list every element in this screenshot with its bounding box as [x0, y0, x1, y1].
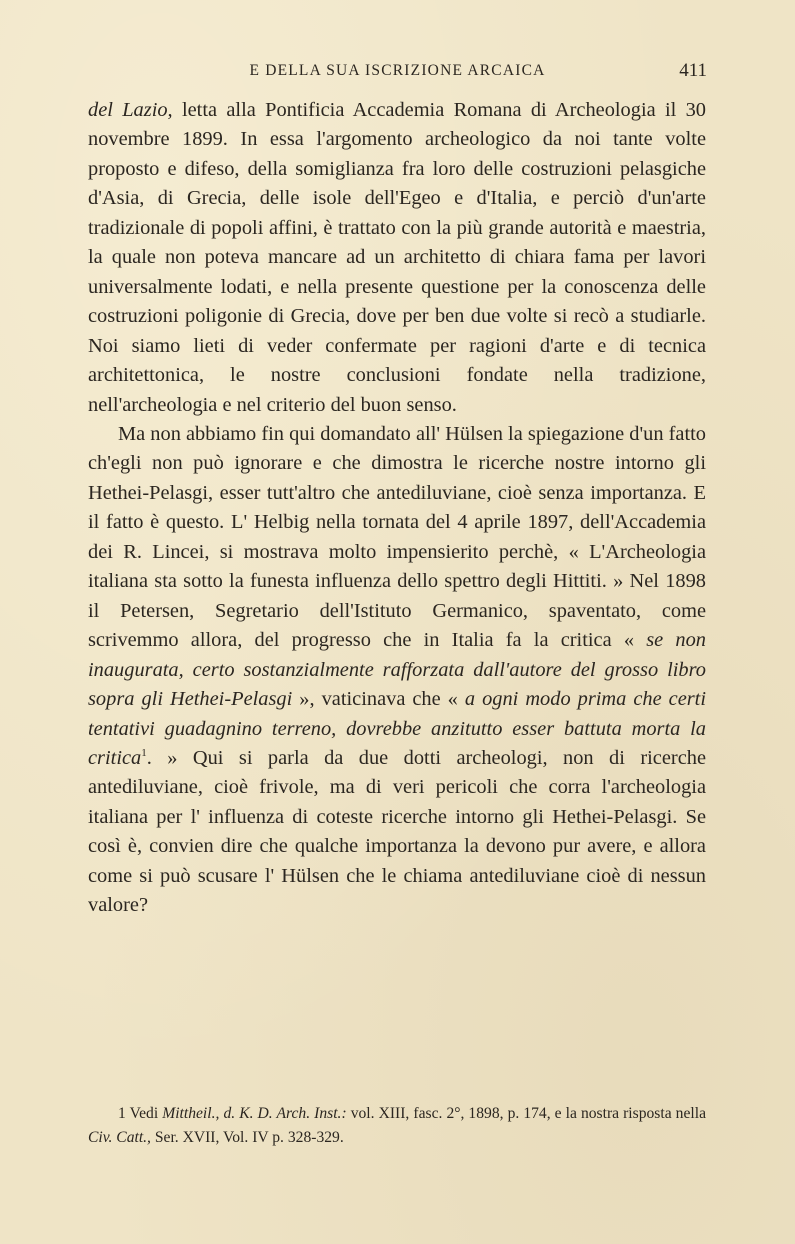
paragraph-1-text: letta alla Pontificia Accademia Romana di Archeologia il 30 novembre 1899. In essa l'argomento archeologico da noi tante volte proposto e difeso, della somiglianza fra loro delle costruzioni pelasgiche d'Asia, di Grecia, delle isole dell'Egeo e d'Italia, e perciò d'un'arte tradizionale di popoli affini, è trattato con la più grande autorità e maestria, la quale non poteva mancare ad un architetto di chiara fama per lavori universalmente lodati, e nella presente questione per la conoscenza delle costruzioni poligonie di Grecia, dove per ben due volte si recò a studiarle. Noi siamo lieti di veder confermate per ragioni d'arte e di tecnica architettonica, le nostre conclusioni fondate nella tradizione, nell'archeologia e nel criterio del buon senso. [88, 99, 707, 416]
main-text [88, 96, 706, 921]
paragraph-2-quote-1: se non inaugurata, certo sostanzialmente rafforzata dall'autore del grosso libro sopra gli Hethei-Pelasgi [88, 629, 706, 711]
footnote-marker: 1 [141, 747, 147, 760]
paragraph-2 [88, 420, 706, 921]
paragraph-2-text-c: . » Qui si parla da due dotti archeologi, non di ricerche antediluviane, cioè frivole, ma di veri pericoli che corra l'archeologia italiana per l' influenza di coteste ricerche intorno gli Hethei-Pelasgi. Se così è, convien dire che qualche importanza la devono pur avere, e allora come si può scusare l' Hülsen che le chiama antediluviane cioè di nessun valore? [88, 746, 706, 917]
paragraph-2-quote-2: a ogni modo prima che certi tentativi guadagnino terreno, dovrebbe anzitutto esser battuta morta la critica [88, 688, 707, 769]
footnote-text-b: Ser. XVII, Vol. IV p. 328-329. [150, 1129, 344, 1146]
page-number: 411 [679, 60, 707, 81]
paragraph-1-italic-lead: del Lazio, [88, 99, 173, 121]
footnote-source-2: Civ. Catt., [88, 1129, 151, 1146]
footnote-text-a: vol. XIII, fasc. 2°, 1898, p. 174, e la nostra risposta nella [346, 1105, 706, 1122]
running-title: E DELLA SUA ISCRIZIONE ARCAICA [249, 62, 546, 79]
footnote-text [88, 1102, 706, 1150]
footnote-lead: 1 Vedi [118, 1105, 163, 1122]
running-header [88, 62, 707, 88]
paragraph-2-text-b: », vaticinava che « [292, 688, 465, 711]
footnote [88, 1102, 706, 1150]
footnote-source-1: Mittheil., d. K. D. Arch. Inst.: [162, 1105, 347, 1122]
paragraph-1 [88, 96, 706, 420]
paragraph-2-text-a: Ma non abbiamo fin qui domandato all' Hülsen la spiegazione d'un fatto ch'egli non può ignorare e che dimostra le ricerche nostre intorno gli Hethei-Pelasgi, esser tutt'altro che antediluviane, cioè senza importanza. E il fatto è questo. L' Helbig nella tornata del 4 aprile 1897, dell'Accademia dei R. Lincei, si mostrava molto impensierito perchè, « L'Archeologia italiana sta sotto la funesta influenza dello spettro degli Hittiti. » Nel 1898 il Petersen, Segretario dell'Istituto Germanico, spaventato, come scrivemmo allora, del progresso che in Italia fa la critica « [88, 422, 706, 652]
